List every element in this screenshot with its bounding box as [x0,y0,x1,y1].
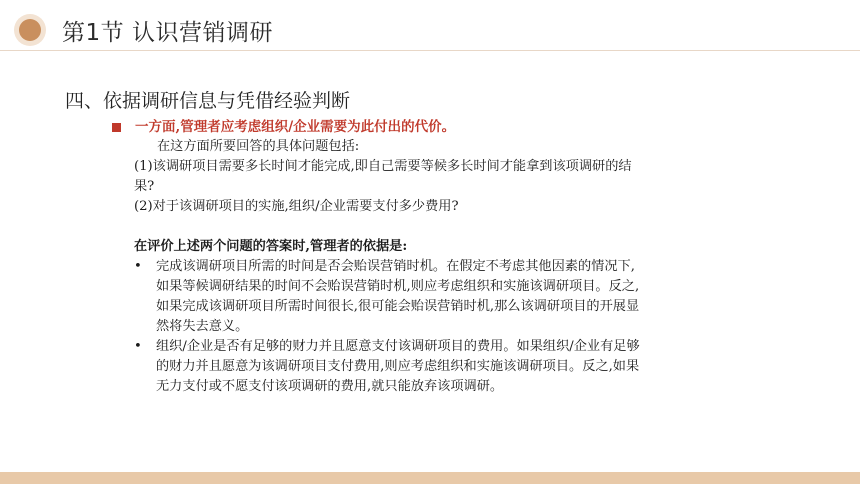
question-1-line-2: 果? [134,179,155,194]
spacer [112,217,828,237]
lead-row [112,117,828,137]
section-heading: 四、依据调研信息与凭借经验判断 [65,90,351,112]
bullet-dot-icon: • [134,259,142,274]
bullet-2-line-3: 无力支付或不愿支付该项调研的费用,就只能放弃该项调研。 [156,379,504,394]
bullet-1-line-1: 完成该调研项目所需的时间是否会贻误营销时机。在假定不考虑其他因素的情况下, [156,259,635,274]
header-divider [0,50,860,51]
list-item [134,257,828,337]
question-1-line-1: (1)该调研项目需要多长时间才能完成,即自己需要等候多长时间才能拿到该项调研的结 [134,159,632,174]
circle-logo-icon [14,14,46,46]
bullet-2-line-1: 组织/企业是否有足够的财力并且愿意支付该调研项目的费用。如果组织/企业有足够 [156,339,640,354]
intro-text: 在这方面所要回答的具体问题包括: [157,139,360,154]
lead-text: 一方面,管理者应考虑组织/企业需要为此付出的代价。 [135,119,456,135]
slide-title: 第1节 认识营销调研 [62,20,273,46]
bullet-2-line-2: 的财力并且愿意为该调研项目支付费用,则应考虑组织和实施该调研项目。反之,如果 [156,359,640,374]
bullet-1-line-3: 如果完成该调研项目所需时间很长,很可能会贻误营销时机,那么该调研项目的开展显 [156,299,640,314]
footer-bar [0,472,860,484]
bullet-list [134,257,828,397]
bullet-1-line-4: 然将失去意义。 [156,319,249,334]
list-item [134,337,828,397]
basis-heading: 在评价上述两个问题的答案时,管理者的依据是: [134,239,408,254]
slide-header [0,0,860,64]
question-2: (2)对于该调研项目的实施,组织/企业需要支付多少费用? [134,199,459,214]
bullet-dot-icon: • [134,339,142,354]
square-bullet-icon [112,123,121,132]
content-body [112,117,828,397]
bullet-1-line-2: 如果等候调研结果的时间不会贻误营销时机,则应考虑组织和实施该调研项目。反之, [156,279,640,294]
